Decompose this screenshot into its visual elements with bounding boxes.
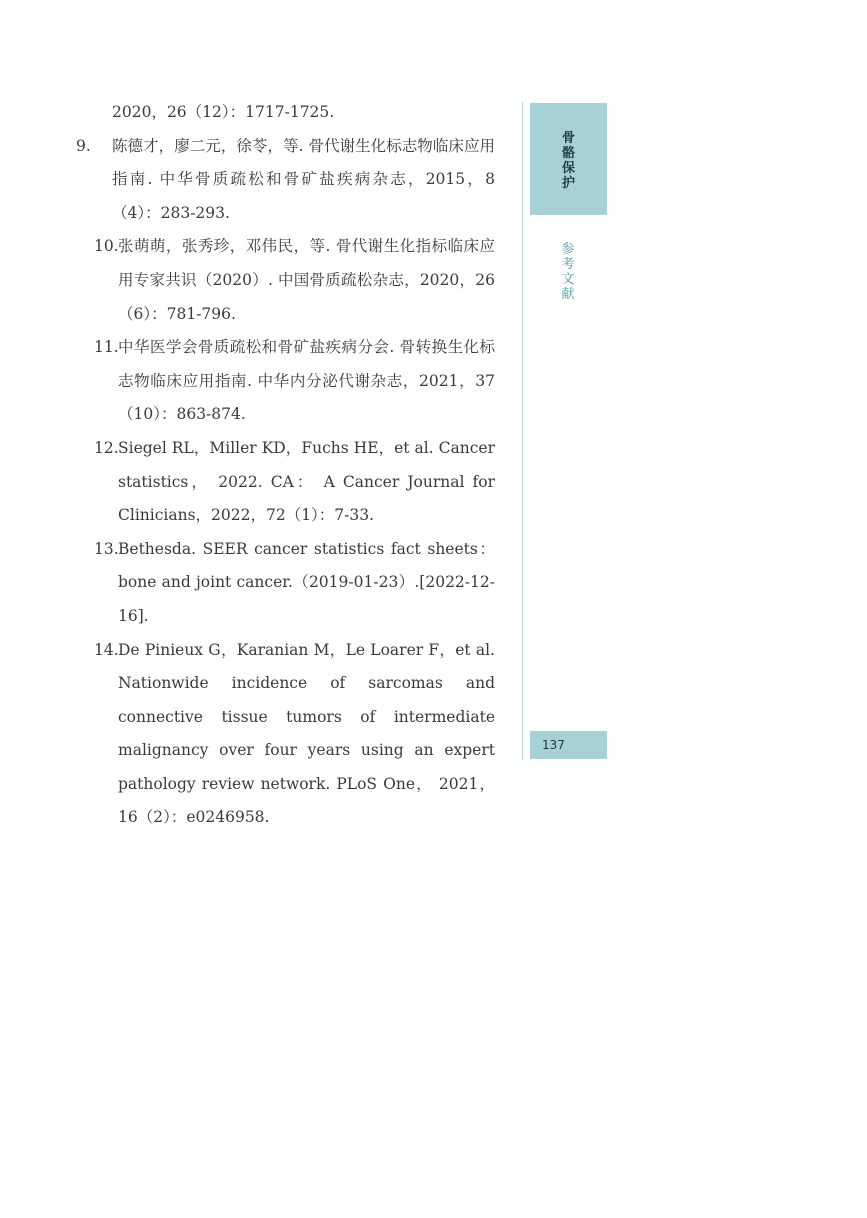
column-divider <box>522 102 523 760</box>
reference-number: 11. <box>94 338 119 357</box>
reference-item <box>94 432 495 533</box>
reference-number: 9. <box>76 136 91 155</box>
reference-item <box>94 230 495 331</box>
reference-list <box>76 96 495 835</box>
reference-number: 12. <box>94 438 119 457</box>
reference-text: 中华医学会骨质疏松和骨矿盐疾病分会. 骨转换生化标志物临床应用指南. 中华内分泌代谢杂志，2021，37（10）：863-874. <box>118 338 495 424</box>
section-title: 骨骼保护 <box>561 131 575 191</box>
reference-number: 10. <box>94 237 119 256</box>
reference-item <box>76 130 495 231</box>
reference-text: 2020，26（12）：1717-1725. <box>112 103 335 121</box>
reference-item <box>94 331 495 432</box>
section-tab <box>530 103 607 215</box>
reference-text: Siegel RL，Miller KD，Fuchs HE，et al. Cancer statistics， 2022. CA： A Cancer Journal for Clinicians，2022，72（1）：7-33. <box>118 438 495 525</box>
reference-item <box>94 533 495 634</box>
reference-text: 张萌萌，张秀珍，邓伟民，等. 骨代谢生化指标临床应用专家共识（2020）. 中国骨质疏松杂志，2020，26（6）：781-796. <box>118 237 495 323</box>
page-number: 137 <box>530 731 607 759</box>
reference-text: 陈德才，廖二元，徐苓，等. 骨代谢生化标志物临床应用指南. 中华骨质疏松和骨矿盐疾病杂志，2015，8（4）：283-293. <box>112 136 495 222</box>
reference-item <box>94 634 495 836</box>
subsection-label: 参考文献 <box>561 242 575 302</box>
reference-number: 14. <box>94 640 119 659</box>
reference-text: De Pinieux G，Karanian M，Le Loarer F，et al. Nationwide incidence of sarcomas and connective tissue tumors of intermediate malignancy over four years using an expert pathology review network. PLoS One， 2021， 16（2）：e0246958. <box>118 640 495 827</box>
reference-number: 13. <box>94 539 119 558</box>
reference-item <box>94 96 495 130</box>
reference-text: Bethesda. SEER cancer statistics fact sheets： bone and joint cancer.（2019-01-23）.[2022-12-16]. <box>118 539 495 625</box>
